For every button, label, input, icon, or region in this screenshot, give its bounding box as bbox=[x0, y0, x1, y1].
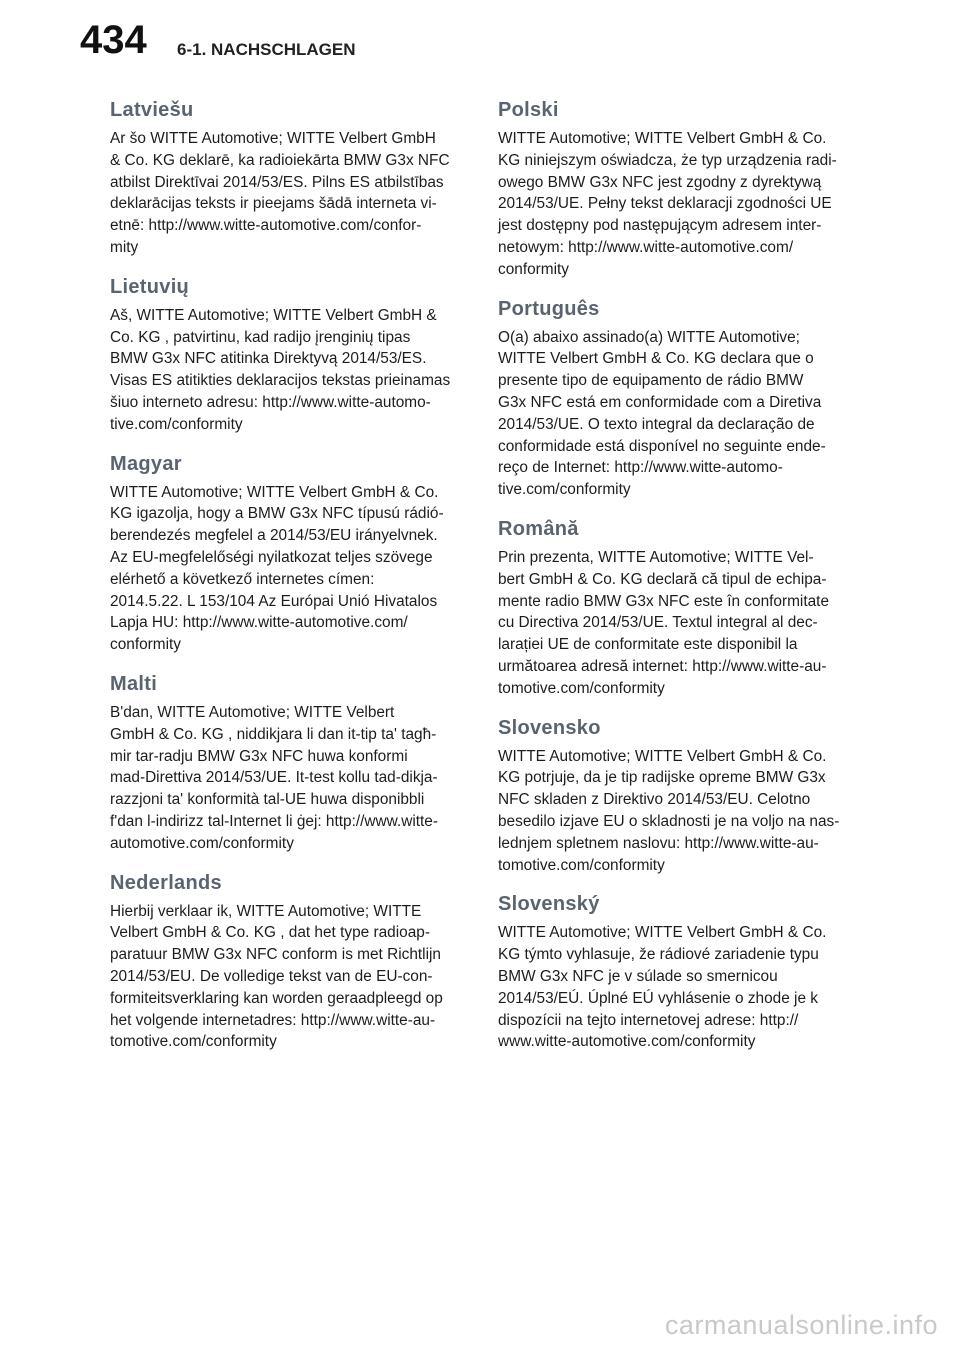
language-heading: Latviešu bbox=[110, 99, 194, 121]
language-heading: Magyar bbox=[110, 452, 182, 475]
language-block-portugues bbox=[498, 298, 853, 501]
declaration-text: Hierbij verklaar ik, WITTE Automotive; WITTE Velbert GmbH & Co. KG , dat het type radioap- paratuur BMW G3x NFC conform is met Richtlijn 2014/53/EU. De volledige tekst van de EU-con- formiteitsverklaring kan worden geraadpleegd op het volgende internetadres: http://www.witte-au- tomotive.com/conformity bbox=[110, 902, 443, 1051]
language-heading: Polski bbox=[498, 99, 559, 121]
declaration-text: Prin prezenta, WITTE Automotive; WITTE Vel- bert GmbH & Co. KG declară că tipul de echipa- mente radio BMW G3x NFC este în conformitate cu Directiva 2014/53/UE. Textul integral al dec- larației UE de conformitate este disponibil la următoarea adresă internet: http://www.witte-au- tomotive.com/conformity bbox=[498, 548, 830, 697]
language-heading: Lietuvių bbox=[110, 275, 190, 298]
language-block-slovensky bbox=[498, 893, 853, 1053]
declaration-text: O(a) abaixo assinado(a) WITTE Automotive; WITTE Velbert GmbH & Co. KG declara que o presente tipo de equipamento de rádio BMW G3x NFC está em conformidade com a Diretiva 2014/53/UE. O texto integral da declaração de conformidade está disponível no seguinte ende- reço de Internet: http://www.witte-automo- tive.com/conformity bbox=[498, 328, 826, 499]
language-block-romana bbox=[498, 518, 853, 700]
language-block-slovensko bbox=[498, 717, 853, 877]
language-heading: Português bbox=[498, 297, 600, 320]
declaration-text: Ar šo WITTE Automotive; WITTE Velbert GmbH & Co. KG deklarē, ka radioiekārta BMW G3x NFC atbilst Direktīvai 2014/53/ES. Pilns ES atbilstības deklarācijas teksts ir pieejams šādā interneta vi- etnē: http://www.witte-automotive.com/confor- mity bbox=[110, 130, 450, 256]
page-number: 434 bbox=[80, 18, 147, 62]
language-block-polski bbox=[498, 99, 853, 281]
language-heading: Nederlands bbox=[110, 871, 222, 894]
language-heading: Slovenský bbox=[498, 893, 600, 916]
right-column bbox=[498, 99, 853, 1070]
declaration-text: WITTE Automotive; WITTE Velbert GmbH & Co. KG niniejszym oświadcza, że typ urządzenia radi- owego BMW G3x NFC jest zgodny z dyrektywą 2014/53/UE. Pełny tekst deklaracji zgodności UE jest dostępny pod następującym adresem inter- netowym: http://www.witte-automotive.com/ conformity bbox=[498, 130, 837, 278]
watermark: carmanualsonline.info bbox=[664, 1310, 938, 1340]
declaration-text: WITTE Automotive; WITTE Velbert GmbH & Co. KG potrjuje, da je tip radijske opreme BMW G3x NFC skladen z Direktivo 2014/53/EU. Celotno besedilo izjave EU o skladnosti je na voljo na nas- lednjem spletnem naslovu: http://www.witte-au- tomotive.com/conformity bbox=[498, 747, 840, 874]
language-block-latviesu bbox=[110, 99, 465, 259]
declaration-text: WITTE Automotive; WITTE Velbert GmbH & Co. KG igazolja, hogy a BMW G3x NFC típusú rádió- berendezés megfelel a 2014/53/EU irányelvnek. Az EU-megfelelőségi nyilatkozat teljes szövege elérhető a következő internetes címen: 2014.5.22. L 153/104 Az Európai Unió Hivatalos Lapja HU: http://www.witte-automotive.com/ conformity bbox=[110, 483, 444, 654]
language-heading: Română bbox=[498, 517, 579, 540]
left-column bbox=[110, 99, 465, 1070]
language-block-lietuviu bbox=[110, 276, 465, 436]
declaration-text: B'dan, WITTE Automotive; WITTE Velbert GmbH & Co. KG , niddikjara li dan it-tip ta' tagħ- mir tar-radju BMW G3x NFC huwa konformi mad-Direttiva 2014/53/UE. It-test kollu tad-dikja- razzjoni ta' konformità tal-UE huwa disponibbli f'dan l-indirizz tal-Internet li ġej: http://www.witte- automotive.com/conformity bbox=[110, 703, 438, 852]
language-block-malti bbox=[110, 673, 465, 855]
language-heading: Malti bbox=[110, 672, 158, 695]
language-block-nederlands bbox=[110, 872, 465, 1054]
language-block-magyar bbox=[110, 453, 465, 656]
page-header bbox=[0, 0, 960, 70]
language-heading: Slovensko bbox=[498, 716, 601, 739]
declaration-text: WITTE Automotive; WITTE Velbert GmbH & Co. KG týmto vyhlasuje, že rádiové zariadenie typu BMW G3x NFC je v súlade so smernicou 2014/53/EÚ. Úplné EÚ vyhlásenie o zhode je k dispozícii na tejto internetovej adrese: http:// www.witte-automotive.com/conformity bbox=[498, 924, 827, 1051]
section-title: 6-1. NACHSCHLAGEN bbox=[177, 40, 356, 59]
declaration-text: Aš, WITTE Automotive; WITTE Velbert GmbH & Co. KG , patvirtinu, kad radijo įrenginių tipas BMW G3x NFC atitinka Direktyvą 2014/53/ES. Visas ES atitikties deklaracijos tekstas prieinamas šiuo interneto adresu: http://www.witte-automo- tive.com/conformity bbox=[110, 306, 451, 433]
